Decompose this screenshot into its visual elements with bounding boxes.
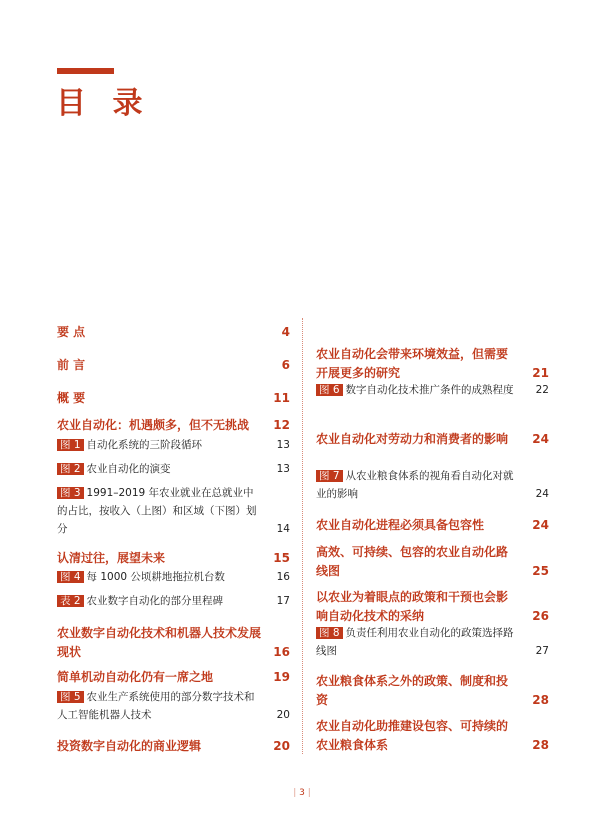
toc-section-entry[interactable] bbox=[57, 668, 290, 687]
toc-section-entry[interactable] bbox=[57, 323, 290, 342]
figure-tag: 图 4 bbox=[57, 571, 84, 583]
toc-page-number: 13 bbox=[276, 463, 290, 475]
toc-page-number: 24 bbox=[535, 488, 549, 500]
figure-tag: 图 3 bbox=[57, 487, 84, 499]
toc-entry-text: 农业自动化对劳动力和消费者的影响 bbox=[316, 432, 509, 446]
toc-page-number: 20 bbox=[276, 709, 290, 721]
toc-entry-text: 自动化系统的三阶段循环 bbox=[86, 439, 203, 451]
figure-tag: 图 8 bbox=[316, 627, 343, 639]
toc-figure-entry[interactable] bbox=[316, 624, 549, 660]
toc-entry-text: 投资数字自动化的商业逻辑 bbox=[57, 739, 202, 753]
toc-entry-text: 农业自动化进程必须具备包容性 bbox=[316, 518, 485, 532]
toc-entry-text: 认清过往，展望未来 bbox=[57, 551, 166, 565]
toc-section-entry[interactable] bbox=[57, 416, 290, 435]
toc-page-number: 21 bbox=[532, 366, 549, 380]
toc-entry-text: 概 要 bbox=[57, 391, 86, 405]
toc-entry-text: 1991–2019 年农业就业在总就业中的占比，按收入（上图）和区域（下图）划分 bbox=[57, 487, 257, 535]
page-footer: | 3 | bbox=[293, 788, 311, 798]
toc-page-number: 19 bbox=[273, 670, 290, 684]
toc-section-entry[interactable] bbox=[316, 588, 549, 626]
toc-entry-text: 农业数字自动化技术和机器人技术发展现状 bbox=[57, 626, 262, 659]
toc-page-number: 28 bbox=[532, 693, 549, 707]
toc-page-number: 14 bbox=[276, 523, 290, 535]
toc-section-entry[interactable] bbox=[316, 672, 549, 710]
toc-section-entry[interactable] bbox=[57, 624, 290, 662]
figure-tag: 表 2 bbox=[57, 595, 84, 607]
toc-entry-text: 农业数字自动化的部分里程碑 bbox=[86, 595, 224, 607]
toc-page-number: 17 bbox=[276, 595, 290, 607]
toc-entry-text: 要 点 bbox=[57, 325, 86, 339]
toc-section-entry[interactable] bbox=[316, 516, 549, 535]
toc-entry-text: 数字自动化技术推广条件的成熟程度 bbox=[345, 384, 514, 396]
toc-entry-text: 农业自动化的演变 bbox=[86, 463, 171, 475]
toc-section-entry[interactable] bbox=[316, 543, 549, 581]
page-number: 3 bbox=[299, 788, 305, 798]
toc-page-number: 13 bbox=[276, 439, 290, 451]
toc-page-number: 12 bbox=[273, 418, 290, 432]
figure-tag: 图 5 bbox=[57, 691, 84, 703]
toc-page-number: 16 bbox=[273, 645, 290, 659]
toc-entry-text: 农业自动化助推建设包容、可持续的农业粮食体系 bbox=[316, 719, 509, 752]
toc-section-entry[interactable] bbox=[57, 737, 290, 756]
toc-figure-entry[interactable] bbox=[57, 484, 290, 538]
toc-section-entry[interactable] bbox=[57, 389, 290, 408]
toc-section-entry[interactable] bbox=[316, 345, 549, 383]
toc-page-number: 4 bbox=[281, 325, 290, 339]
toc-entry-text: 农业粮食体系之外的政策、制度和投资 bbox=[316, 674, 509, 707]
toc-entry-text: 农业自动化：机遇颇多，但不无挑战 bbox=[57, 418, 250, 432]
toc-page-number: 15 bbox=[273, 551, 290, 565]
toc-page-number: 16 bbox=[276, 571, 290, 583]
toc-entry-text: 以农业为着眼点的政策和干预也会影响自动化技术的采纳 bbox=[316, 590, 509, 623]
toc-section-entry[interactable] bbox=[316, 717, 549, 755]
toc-page-number: 25 bbox=[532, 564, 549, 578]
toc-page-number: 27 bbox=[535, 645, 549, 657]
toc-entry-text: 简单机动自动化仍有一席之地 bbox=[57, 670, 214, 684]
toc-page-number: 22 bbox=[535, 384, 549, 396]
toc-entry-text: 高效、可持续、包容的农业自动化路线图 bbox=[316, 545, 509, 578]
figure-tag: 图 1 bbox=[57, 439, 84, 451]
toc-entry-text: 农业自动化会带来环境效益，但需要开展更多的研究 bbox=[316, 347, 509, 380]
toc-page-number: 11 bbox=[273, 391, 290, 405]
toc-section-entry[interactable] bbox=[316, 430, 549, 449]
toc-page-number: 24 bbox=[532, 432, 549, 446]
toc-page-number: 6 bbox=[281, 358, 290, 372]
toc-section-entry[interactable] bbox=[57, 549, 290, 568]
figure-tag: 图 7 bbox=[316, 470, 343, 482]
toc-figure-entry[interactable] bbox=[57, 592, 290, 610]
toc-figure-entry[interactable] bbox=[316, 381, 549, 399]
toc-page-number: 20 bbox=[273, 739, 290, 753]
toc-entry-text: 农业生产系统使用的部分数字技术和人工智能机器人技术 bbox=[57, 691, 255, 721]
toc-entry-text: 负责任利用农业自动化的政策选择路线图 bbox=[316, 627, 514, 657]
toc-figure-entry[interactable] bbox=[57, 436, 290, 454]
figure-tag: 图 6 bbox=[316, 384, 343, 396]
toc-section-entry[interactable] bbox=[57, 356, 290, 375]
toc-figure-entry[interactable] bbox=[57, 568, 290, 586]
toc-entry-text: 每 1000 公顷耕地拖拉机台数 bbox=[86, 571, 225, 583]
column-divider bbox=[302, 318, 303, 754]
title-accent-bar bbox=[57, 68, 114, 74]
figure-tag: 图 2 bbox=[57, 463, 84, 475]
toc-entry-text: 前 言 bbox=[57, 358, 86, 372]
toc-figure-entry[interactable] bbox=[57, 688, 290, 724]
toc-page-number: 28 bbox=[532, 738, 549, 752]
toc-page-number: 26 bbox=[532, 609, 549, 623]
page-title: 目 录 bbox=[56, 86, 151, 121]
toc-figure-entry[interactable] bbox=[316, 467, 549, 503]
toc-figure-entry[interactable] bbox=[57, 460, 290, 478]
toc-page-number: 24 bbox=[532, 518, 549, 532]
toc-entry-text: 从农业粮食体系的视角看自动化对就业的影响 bbox=[316, 470, 514, 500]
